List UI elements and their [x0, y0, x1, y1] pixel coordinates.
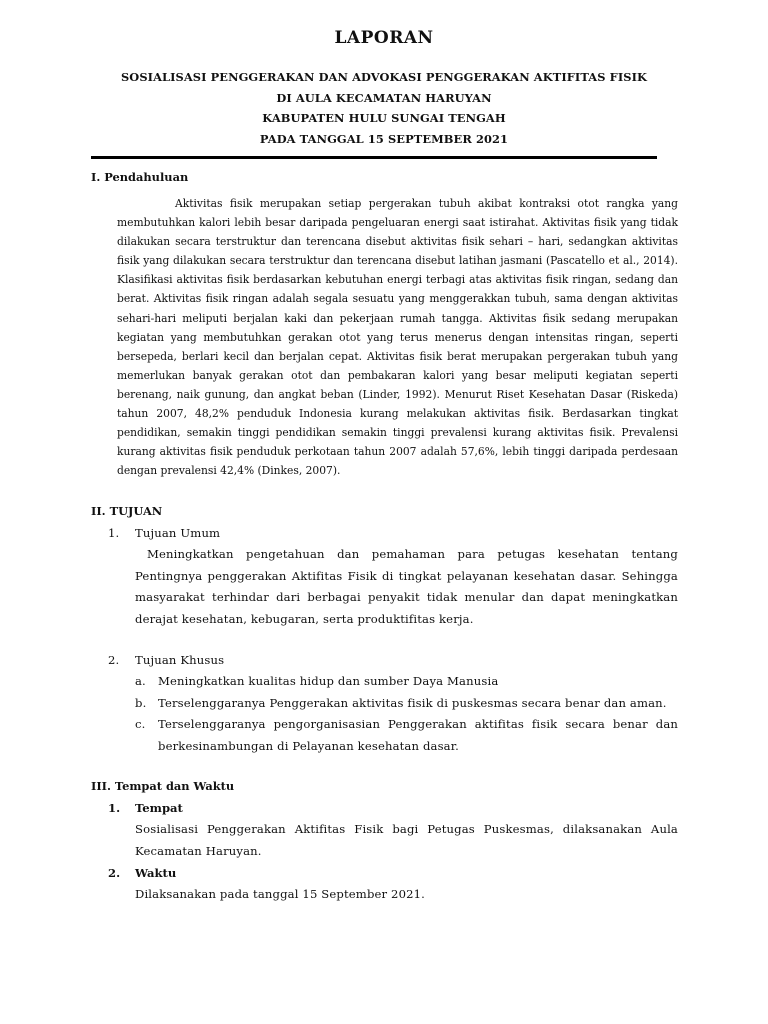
list-item-text: Terselenggaranya Penggerakan aktivitas fisik di puskesmas secara benar dan aman. [158, 695, 667, 710]
list-letter: a. [135, 674, 146, 689]
report-title: LAPORAN [334, 28, 434, 48]
list-item [135, 693, 678, 715]
tempat-label: Tempat [135, 801, 183, 816]
tempat-item [91, 797, 678, 819]
subtitle-line: SOSIALISASI PENGGERAKAN DAN ADVOKASI PENGGERAKAN AKTIFITAS FISIK [120, 70, 648, 84]
list-item-text: Meningkatkan kualitas hidup dan sumber Daya Manusia [158, 674, 499, 689]
pendahuluan-paragraph: Aktivitas fisik merupakan setiap pergerakan tubuh akibat kontraksi otot rangka yang membutuhkan kalori lebih besar daripada pengeluaran energi saat istirahat. Aktivitas fisik yang tidak dilakukan secara terstruktur dan terencana disebut aktivitas fisik sehari – hari, sedangkan aktivitas fisik yang dilakukan secara terstruktur dan terencana disebut latihan jasmani (Pascatello et al., 2014). Klasifikasi aktivitas fisik berdasarkan kebutuhan energi terbagi atas aktivitas fisik ringan, sedang dan berat. Aktivitas fisik ringan adalah segala sesuatu yang menggerakkan tubuh, sama dengan aktivitas sehari-hari meliputi berjalan kaki dan pekerjaan rumah tangga. Aktivitas fisik sedang merupakan kegiatan yang membutuhkan gerakan otot yang terus menerus dengan intensitas ringan, seperti bersepeda, berlari kecil dan berjalan cepat. Aktivitas fisik berat merupakan pergerakan tubuh yang memerlukan banyak gerakan otot dan pembakaran kalori yang besar meliputi kegiatan seperti berenang, naik gunung, dan angkat beban (Linder, 1992). Menurut Riset Kesehatan Dasar (Riskeda) tahun 2007, 48,2% penduduk Indonesia kurang melakukan aktivitas fisik. Berdasarkan tingkat pendidikan, semakin tinggi pendidikan semakin tinggi prevalensi kurang aktivitas fisik. Prevalensi kurang aktivitas fisik penduduk perkotaan tahun 2007 adalah 57,6%, lebih tinggi daripada perdesaan dengan prevalensi 42,4% (Dinkes, 2007). [117, 197, 678, 478]
waktu-paragraph: Dilaksanakan pada tanggal 15 September 2021. [135, 887, 425, 902]
waktu-item [91, 862, 678, 884]
list-number: 1. [108, 801, 121, 816]
subtitle-line: DI AULA KECAMATAN HARUYAN [276, 90, 492, 105]
section-heading-tempat-waktu: III. Tempat dan Waktu [91, 779, 235, 794]
section-heading-pendahuluan: I. Pendahuluan [91, 170, 189, 184]
tujuan-khusus-list [135, 671, 678, 757]
tujuan-khusus-label: Tujuan Khusus [135, 653, 225, 668]
subtitle-line: PADA TANGGAL 15 SEPTEMBER 2021 [259, 131, 509, 146]
report-body [91, 166, 678, 906]
tujuan-umum-label: Tujuan Umum [135, 526, 221, 541]
list-item [135, 714, 678, 757]
list-number: 2. [108, 653, 120, 668]
list-item [135, 671, 678, 693]
list-number: 1. [108, 526, 120, 541]
report-subtitle [0, 67, 768, 149]
list-number: 2. [108, 866, 121, 881]
tempat-paragraph: Sosialisasi Penggerakan Aktifitas Fisik bagi Petugas Puskesmas, dilaksanakan Aula Kecamatan Haruyan. [135, 822, 678, 858]
waktu-label: Waktu [135, 866, 177, 881]
header-divider [91, 156, 657, 159]
tujuan-khusus-item [91, 649, 678, 671]
list-letter: b. [135, 695, 147, 710]
list-item-text: Terselenggaranya pengorganisasian Penggerakan aktifitas fisik secara benar dan berkesinambungan di Pelayanan kesehatan dasar. [158, 717, 678, 753]
list-letter: c. [135, 717, 146, 732]
tujuan-umum-item [91, 522, 678, 544]
section-heading-tujuan: II. TUJUAN [91, 504, 163, 519]
tujuan-umum-paragraph: Meningkatkan pengetahuan dan pemahaman para petugas kesehatan tentang Pentingnya penggerakan Aktifitas Fisik di tingkat pelayanan kesehatan dasar. Sehingga masyarakat terhindar dari berbagai penyakit tidak menular dan dapat meningkatkan derajat kesehatan, kebugaran, serta produktifitas kerja. [135, 547, 678, 626]
subtitle-line: KABUPATEN HULU SUNGAI TENGAH [262, 111, 506, 125]
